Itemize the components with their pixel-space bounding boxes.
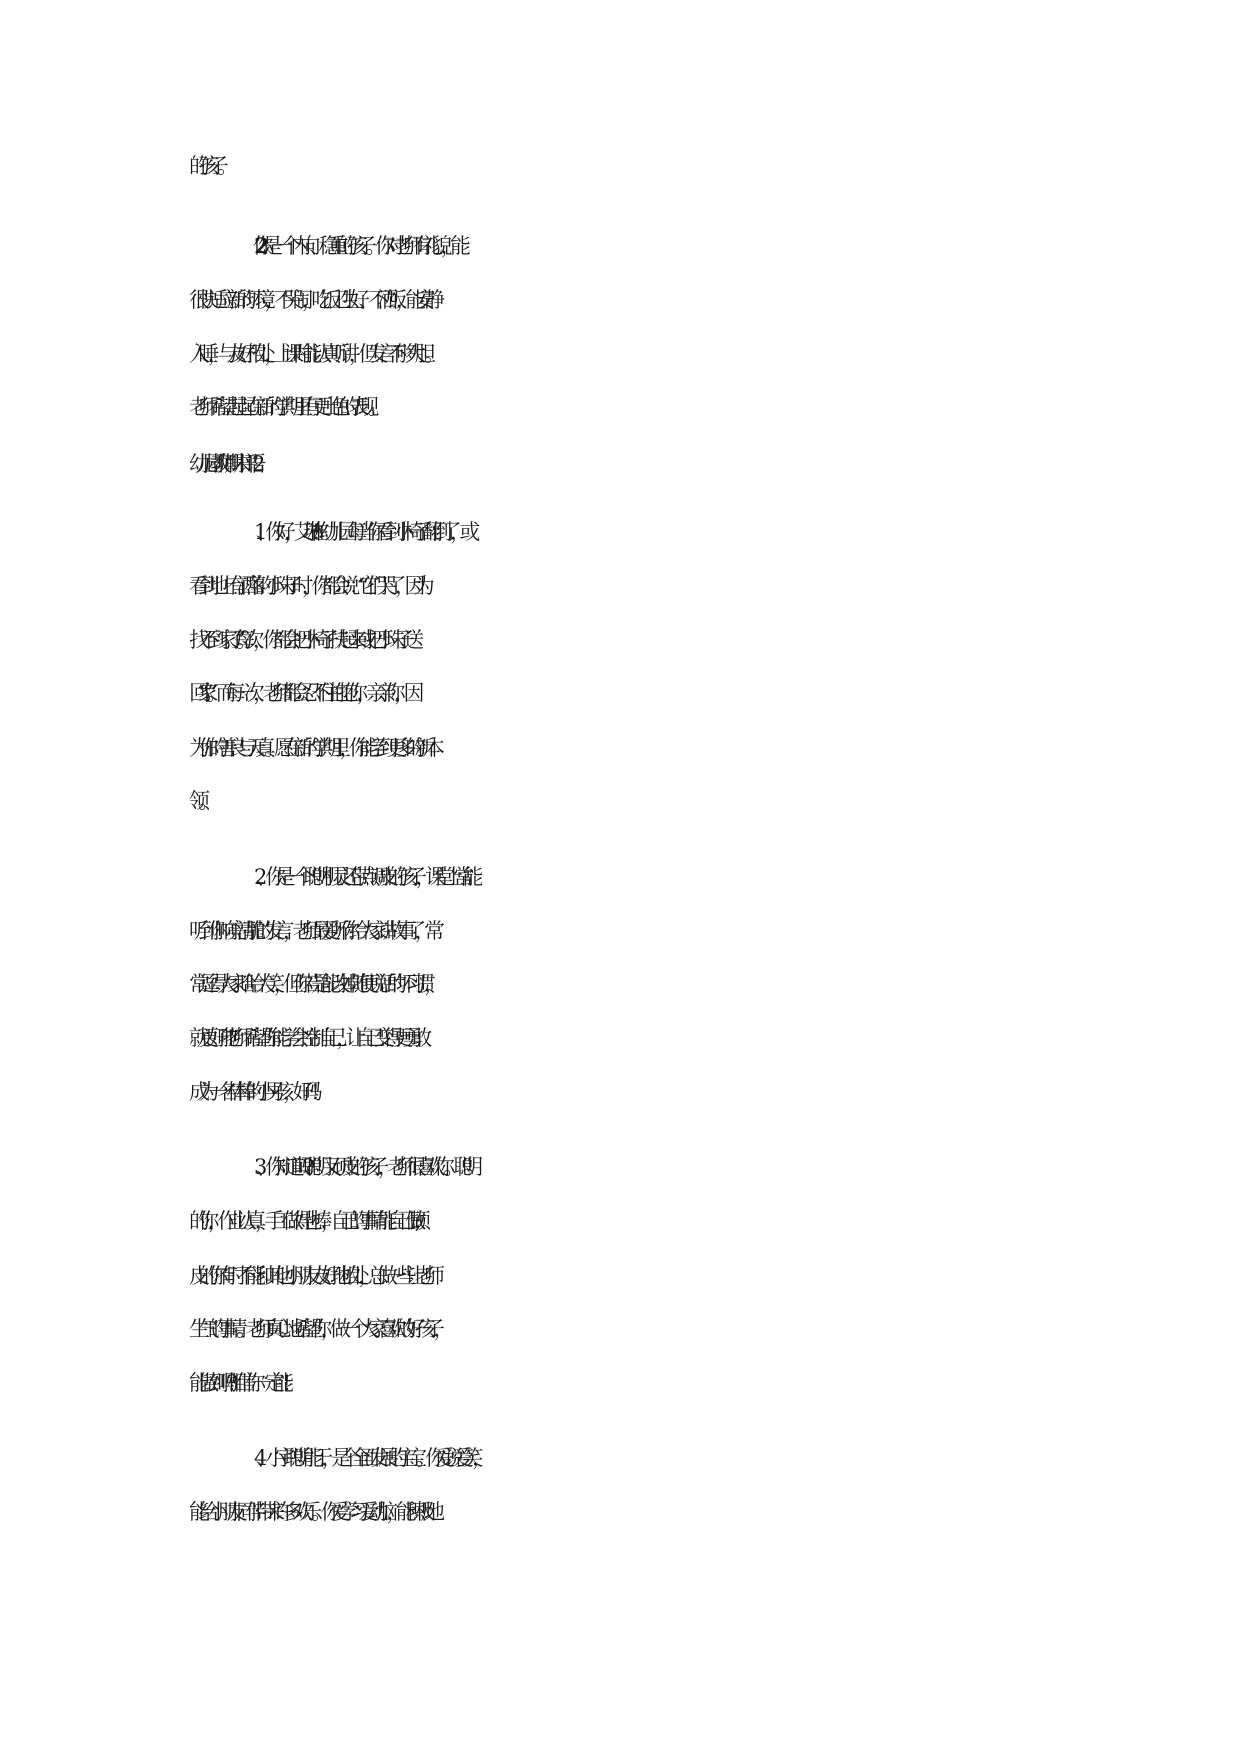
text-line: 的孩子。 — [189, 154, 227, 178]
paragraph-1-line: 找不到家了。”每次，你都会把小椅子扶起来或把小珠子送 — [189, 628, 413, 652]
paragraph-4-line: 能给小朋友同伴带来许多欢乐。你爱学习爱动脑，能积极地 — [189, 1500, 434, 1524]
paragraph-22-line: 很快适应新的环境，不哭闹，吃饭卫生好、不洒饭，能安静 — [189, 288, 434, 312]
paragraph-1-line: 领。 — [189, 789, 208, 813]
paragraph-3-line: 的你，作业认真，手工做得也棒，自己的事情能自己做;顽 — [189, 1209, 420, 1233]
section-heading: 幼儿园教师期末评语2 — [189, 452, 252, 476]
paragraph-3-line: 皮的你有时不能和其他小朋友友好地相处，总做一些让老师 — [189, 1264, 434, 1288]
paragraph-2-line: 常逗得大家哈哈大笑，但你若是能改掉随便说话的坏习惯， — [189, 972, 434, 996]
paragraph-3-line: 生气的事情。老师真心地希望你，做一个大家喜欢的好孩子， — [189, 1317, 443, 1341]
paragraph-22-line: 老师希望起起在新的学期里有更出色的表现。 — [189, 395, 377, 419]
paragraph-2-line: 听到你响亮清脆的发言，老师最爱听你给大家讲故事了，常 — [189, 919, 434, 943]
paragraph-1-line: 为你的善良与天真。愿在新的学期里，你能学到更多的新本 — [189, 736, 434, 760]
paragraph-1-line: 看到地上有洒落的小珠子时，你都会说：“它们哭了，因为 — [189, 574, 424, 598]
paragraph-4-line: 4、小宇聪明能干，是个全面发展的宝宝。你爱说爱笑， — [254, 1446, 482, 1470]
paragraph-2-line: 2、你是一个聪明机灵还带点调皮的孩子，课堂上常能 — [254, 865, 472, 889]
paragraph-3-line: 能做到吗?相信你一定能! — [189, 1371, 280, 1395]
paragraph-22-line: 22.你是一个内向、稳重的孩子。你对老师有礼貌，能 — [254, 234, 460, 258]
paragraph-2-line: 成为一名棒棒的小男孩，好吗! — [189, 1080, 309, 1104]
paragraph-3-line: 3、你知道吗?聪明又顽皮的孩子，老师很喜欢你。聪明 — [254, 1155, 472, 1179]
paragraph-2-line: 就更好啦!老师希望你能学会控制自己，让自己变得更勇敢 — [189, 1026, 421, 1050]
paragraph-1-line: 回“家”。而每一次，老师都会忍不住抱抱你，亲亲你，因 — [189, 681, 413, 705]
paragraph-22-line: 入睡，与友好相处，上课时能认真听讲，但发言不够大胆。 — [189, 342, 434, 366]
paragraph-1-line: 1、你好，艾琳!在幼儿园每当你看到小椅子翻倒了，或 — [254, 520, 469, 544]
